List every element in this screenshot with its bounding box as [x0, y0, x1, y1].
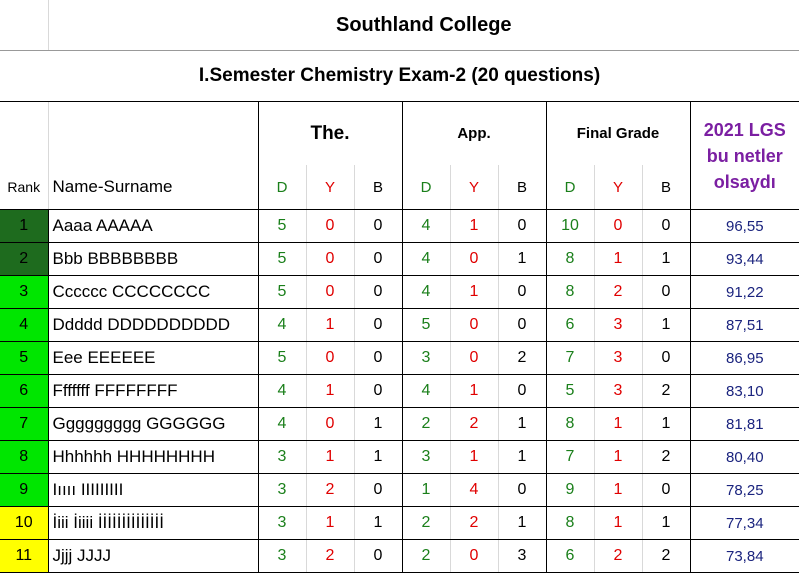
- app-y-cell[interactable]: 2: [450, 507, 498, 540]
- final-d-cell[interactable]: 6: [546, 540, 594, 573]
- the-b-cell[interactable]: 1: [354, 408, 402, 441]
- app-b-cell[interactable]: 0: [498, 276, 546, 309]
- rank-cell[interactable]: 8: [0, 441, 48, 474]
- rank-cell[interactable]: 4: [0, 309, 48, 342]
- table-row: [0, 243, 799, 276]
- final-d-cell[interactable]: 8: [546, 408, 594, 441]
- the-d-cell[interactable]: 3: [258, 474, 306, 507]
- final-y-cell[interactable]: 3: [594, 375, 642, 408]
- app-y-cell[interactable]: 1: [450, 441, 498, 474]
- app-d-cell[interactable]: 4: [402, 210, 450, 243]
- app-y-cell[interactable]: 0: [450, 243, 498, 276]
- final-d-cell[interactable]: 9: [546, 474, 594, 507]
- lgs-header: 2021 LGS bu netler olsaydı: [690, 102, 799, 210]
- app-y-cell[interactable]: 1: [450, 375, 498, 408]
- app-d-cell[interactable]: 3: [402, 342, 450, 375]
- table-row: [0, 276, 799, 309]
- app-d-cell[interactable]: 5: [402, 309, 450, 342]
- lgs-score-cell[interactable]: 83,10: [690, 375, 799, 408]
- name-cell[interactable]: Bbb BBBBBBBB: [48, 243, 258, 276]
- final-d-cell[interactable]: 5: [546, 375, 594, 408]
- app-y-cell[interactable]: 2: [450, 408, 498, 441]
- the-y-cell[interactable]: 2: [306, 540, 354, 573]
- the-y-cell[interactable]: 2: [306, 474, 354, 507]
- rank-cell[interactable]: 10: [0, 507, 48, 540]
- page-title: Southland College: [48, 0, 799, 51]
- app-y-cell[interactable]: 0: [450, 342, 498, 375]
- the-y-cell[interactable]: 0: [306, 342, 354, 375]
- group-header-the: The.: [258, 102, 402, 166]
- the-y-cell[interactable]: 0: [306, 243, 354, 276]
- final-y-cell[interactable]: 0: [594, 210, 642, 243]
- name-cell[interactable]: Eee EEEEEE: [48, 342, 258, 375]
- final-d-cell[interactable]: 8: [546, 507, 594, 540]
- name-header: Name-Surname: [48, 165, 258, 210]
- final-y-cell[interactable]: 3: [594, 309, 642, 342]
- group-header-final: Final Grade: [546, 102, 690, 166]
- app-d-cell[interactable]: 4: [402, 375, 450, 408]
- exam-subtitle: I.Semester Chemistry Exam-2 (20 questions): [0, 51, 799, 102]
- app-b-cell[interactable]: 1: [498, 408, 546, 441]
- final-b-cell[interactable]: 2: [642, 441, 690, 474]
- rank-cell[interactable]: 1: [0, 210, 48, 243]
- col-header-b: B: [354, 165, 402, 210]
- app-y-cell[interactable]: 0: [450, 309, 498, 342]
- lgs-score-cell[interactable]: 96,55: [690, 210, 799, 243]
- table-row: [0, 210, 799, 243]
- lgs-score-cell[interactable]: 87,51: [690, 309, 799, 342]
- col-header-y: Y: [594, 165, 642, 210]
- final-b-cell[interactable]: 0: [642, 474, 690, 507]
- empty-cell[interactable]: [0, 102, 48, 166]
- final-b-cell[interactable]: 1: [642, 408, 690, 441]
- the-d-cell[interactable]: 5: [258, 276, 306, 309]
- app-b-cell[interactable]: 1: [498, 441, 546, 474]
- the-y-cell[interactable]: 1: [306, 309, 354, 342]
- app-d-cell[interactable]: 1: [402, 474, 450, 507]
- the-b-cell[interactable]: 0: [354, 309, 402, 342]
- rank-cell[interactable]: 7: [0, 408, 48, 441]
- the-d-cell[interactable]: 5: [258, 342, 306, 375]
- app-y-cell[interactable]: 0: [450, 540, 498, 573]
- lgs-score-cell[interactable]: 81,81: [690, 408, 799, 441]
- col-header-d: D: [546, 165, 594, 210]
- corner-cell[interactable]: [0, 0, 48, 51]
- col-header-b: B: [498, 165, 546, 210]
- rank-header: Rank: [0, 165, 48, 210]
- the-b-cell[interactable]: 0: [354, 243, 402, 276]
- the-d-cell[interactable]: 3: [258, 507, 306, 540]
- final-y-cell[interactable]: 2: [594, 540, 642, 573]
- table-row: [0, 441, 799, 474]
- col-header-d: D: [258, 165, 306, 210]
- the-d-cell[interactable]: 3: [258, 540, 306, 573]
- final-d-cell[interactable]: 8: [546, 243, 594, 276]
- the-b-cell[interactable]: 0: [354, 210, 402, 243]
- app-b-cell[interactable]: 3: [498, 540, 546, 573]
- final-d-cell[interactable]: 6: [546, 309, 594, 342]
- the-y-cell[interactable]: 1: [306, 507, 354, 540]
- app-y-cell[interactable]: 1: [450, 210, 498, 243]
- final-d-cell[interactable]: 8: [546, 276, 594, 309]
- app-b-cell[interactable]: 0: [498, 474, 546, 507]
- name-cell[interactable]: Iıııı IIIIIIIII: [48, 474, 258, 507]
- empty-cell[interactable]: [48, 102, 258, 166]
- the-y-cell[interactable]: 1: [306, 441, 354, 474]
- the-b-cell[interactable]: 0: [354, 342, 402, 375]
- app-d-cell[interactable]: 4: [402, 276, 450, 309]
- col-header-b: B: [642, 165, 690, 210]
- final-d-cell[interactable]: 7: [546, 342, 594, 375]
- table-row: [0, 507, 799, 540]
- app-b-cell[interactable]: 0: [498, 375, 546, 408]
- app-d-cell[interactable]: 2: [402, 507, 450, 540]
- the-d-cell[interactable]: 5: [258, 243, 306, 276]
- final-y-cell[interactable]: 1: [594, 408, 642, 441]
- final-y-cell[interactable]: 1: [594, 507, 642, 540]
- lgs-score-cell[interactable]: 77,34: [690, 507, 799, 540]
- name-cell[interactable]: Ggggggggg GGGGGG: [48, 408, 258, 441]
- final-b-cell[interactable]: 2: [642, 540, 690, 573]
- the-d-cell[interactable]: 4: [258, 408, 306, 441]
- final-y-cell[interactable]: 1: [594, 474, 642, 507]
- final-d-cell[interactable]: 10: [546, 210, 594, 243]
- name-cell[interactable]: İiii İiiii İİİİİİİİİİİİİİ: [48, 507, 258, 540]
- rank-cell[interactable]: 11: [0, 540, 48, 573]
- final-b-cell[interactable]: 1: [642, 507, 690, 540]
- table-row: [0, 342, 799, 375]
- the-y-cell[interactable]: 1: [306, 375, 354, 408]
- lgs-score-cell[interactable]: 93,44: [690, 243, 799, 276]
- name-cell[interactable]: Hhhhhh HHHHHHHH: [48, 441, 258, 474]
- lgs-score-cell[interactable]: 80,40: [690, 441, 799, 474]
- table-row: [0, 474, 799, 507]
- rank-cell[interactable]: 9: [0, 474, 48, 507]
- app-d-cell[interactable]: 2: [402, 540, 450, 573]
- final-b-cell[interactable]: 1: [642, 309, 690, 342]
- col-header-y: Y: [450, 165, 498, 210]
- lgs-score-cell[interactable]: 73,84: [690, 540, 799, 573]
- app-d-cell[interactable]: 4: [402, 243, 450, 276]
- final-y-cell[interactable]: 1: [594, 441, 642, 474]
- final-y-cell[interactable]: 2: [594, 276, 642, 309]
- table-row: [0, 375, 799, 408]
- app-y-cell[interactable]: 1: [450, 276, 498, 309]
- rank-cell[interactable]: 2: [0, 243, 48, 276]
- rank-cell[interactable]: 5: [0, 342, 48, 375]
- lgs-score-cell[interactable]: 78,25: [690, 474, 799, 507]
- app-b-cell[interactable]: 1: [498, 507, 546, 540]
- the-y-cell[interactable]: 0: [306, 408, 354, 441]
- app-d-cell[interactable]: 2: [402, 408, 450, 441]
- the-y-cell[interactable]: 0: [306, 210, 354, 243]
- final-b-cell[interactable]: 1: [642, 243, 690, 276]
- name-cell[interactable]: Jjjj JJJJ: [48, 540, 258, 573]
- the-b-cell[interactable]: 0: [354, 540, 402, 573]
- app-b-cell[interactable]: 1: [498, 243, 546, 276]
- lgs-score-cell[interactable]: 91,22: [690, 276, 799, 309]
- app-y-cell[interactable]: 4: [450, 474, 498, 507]
- table-row: [0, 408, 799, 441]
- col-header-y: Y: [306, 165, 354, 210]
- final-b-cell[interactable]: 0: [642, 342, 690, 375]
- final-b-cell[interactable]: 0: [642, 276, 690, 309]
- app-b-cell[interactable]: 2: [498, 342, 546, 375]
- group-header-app: App.: [402, 102, 546, 166]
- the-d-cell[interactable]: 5: [258, 210, 306, 243]
- table-row: [0, 309, 799, 342]
- app-d-cell[interactable]: 3: [402, 441, 450, 474]
- the-b-cell[interactable]: 0: [354, 375, 402, 408]
- final-d-cell[interactable]: 7: [546, 441, 594, 474]
- lgs-score-cell[interactable]: 86,95: [690, 342, 799, 375]
- final-y-cell[interactable]: 1: [594, 243, 642, 276]
- app-b-cell[interactable]: 0: [498, 210, 546, 243]
- name-cell[interactable]: Cccccc CCCCCCCC: [48, 276, 258, 309]
- rank-cell[interactable]: 3: [0, 276, 48, 309]
- name-cell[interactable]: Ddddd DDDDDDDDDD: [48, 309, 258, 342]
- name-cell[interactable]: Fffffff FFFFFFFF: [48, 375, 258, 408]
- col-header-d: D: [402, 165, 450, 210]
- the-b-cell[interactable]: 1: [354, 441, 402, 474]
- the-y-cell[interactable]: 0: [306, 276, 354, 309]
- the-d-cell[interactable]: 4: [258, 375, 306, 408]
- the-b-cell[interactable]: 1: [354, 507, 402, 540]
- rank-cell[interactable]: 6: [0, 375, 48, 408]
- the-b-cell[interactable]: 0: [354, 276, 402, 309]
- the-b-cell[interactable]: 0: [354, 474, 402, 507]
- app-b-cell[interactable]: 0: [498, 309, 546, 342]
- the-d-cell[interactable]: 3: [258, 441, 306, 474]
- final-y-cell[interactable]: 3: [594, 342, 642, 375]
- the-d-cell[interactable]: 4: [258, 309, 306, 342]
- final-b-cell[interactable]: 2: [642, 375, 690, 408]
- final-b-cell[interactable]: 0: [642, 210, 690, 243]
- name-cell[interactable]: Aaaa AAAAA: [48, 210, 258, 243]
